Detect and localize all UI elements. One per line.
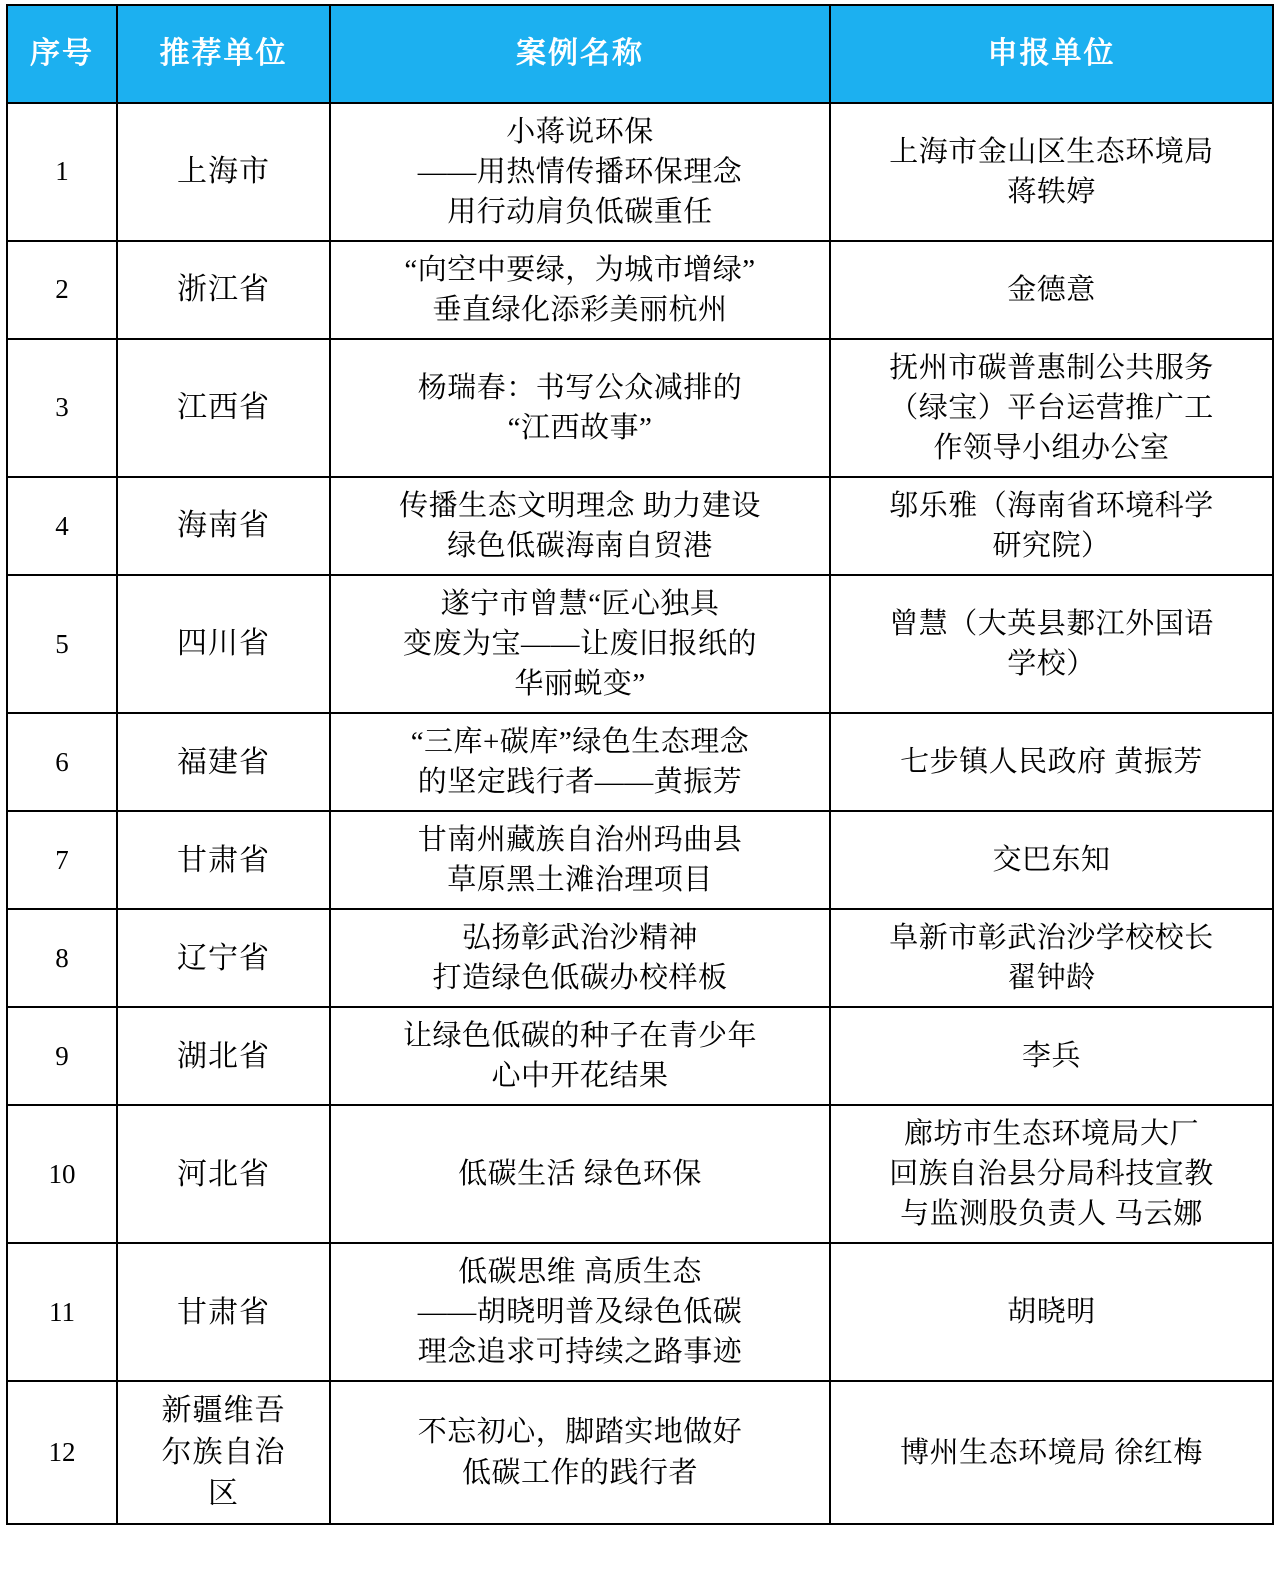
cell-recommender: 湖北省	[117, 1007, 330, 1105]
cell-applicant	[830, 103, 1273, 241]
table-row	[7, 811, 1273, 909]
cell-recommender: 江西省	[117, 339, 330, 477]
cell-recommender: 四川省	[117, 575, 330, 713]
case-name-line: 打造绿色低碳办校样板	[432, 962, 728, 995]
case-name-line: 低碳思维 高质生态	[458, 1256, 702, 1289]
case-name-line: 遂宁市曾慧“匠心独具	[440, 588, 720, 621]
cell-applicant	[830, 909, 1273, 1007]
cell-no: 6	[7, 713, 117, 811]
table-row	[7, 575, 1273, 713]
cell-no: 7	[7, 811, 117, 909]
case-name-line: 甘南州藏族自治州玛曲县	[417, 824, 743, 857]
case-name-line: 弘扬彰武治沙精神	[461, 922, 698, 955]
cell-applicant	[830, 575, 1273, 713]
case-name-line: 的坚定践行者——黄振芳	[417, 766, 743, 799]
case-table	[6, 4, 1274, 1525]
case-name-line: 杨瑞春：书写公众减排的	[417, 372, 743, 405]
cell-applicant	[830, 811, 1273, 909]
cell-applicant	[830, 1243, 1273, 1381]
applicant-line: 作领导小组办公室	[933, 432, 1170, 465]
cell-no: 8	[7, 909, 117, 1007]
case-name-line: “向空中要绿，为城市增绿”	[404, 254, 756, 287]
recommender-line: 区	[208, 1477, 239, 1511]
cell-case-name	[330, 1007, 830, 1105]
applicant-line: 邬乐雅（海南省环境科学	[889, 490, 1214, 523]
applicant-line: 上海市金山区生态环境局	[889, 136, 1214, 168]
column-header-case-name: 案例名称	[330, 5, 830, 103]
case-name-line: ——用热情传播环保理念	[417, 156, 743, 189]
applicant-line: 曾慧（大英县郪江外国语	[889, 608, 1214, 641]
applicant-line: 抚州市碳普惠制公共服务	[889, 352, 1214, 385]
table-body	[7, 103, 1273, 1524]
cell-recommender: 浙江省	[117, 241, 330, 339]
table-row	[7, 1381, 1273, 1523]
applicant-line: 廊坊市生态环境局大厂	[903, 1118, 1199, 1151]
cell-no: 1	[7, 103, 117, 241]
case-name-line: 低碳工作的践行者	[461, 1456, 698, 1489]
cell-no: 9	[7, 1007, 117, 1105]
case-name-line: 让绿色低碳的种子在青少年	[402, 1020, 757, 1053]
case-name-line: 心中开花结果	[491, 1060, 669, 1093]
applicant-line: 交巴东知	[992, 844, 1111, 877]
applicant-line: 金德意	[1007, 274, 1096, 307]
cell-recommender: 辽宁省	[117, 909, 330, 1007]
applicant-line: 博州生态环境局 徐红梅	[900, 1436, 1203, 1469]
applicant-line: （绿宝）平台运营推广工	[889, 392, 1214, 425]
cell-case-name	[330, 1243, 830, 1381]
case-name-line: 草原黑土滩治理项目	[447, 864, 713, 897]
applicant-line: 七步镇人民政府 黄振芳	[900, 746, 1203, 779]
cell-recommender	[117, 1381, 330, 1523]
case-name-line: 不忘初心，脚踏实地做好	[417, 1416, 743, 1449]
case-name-line: 理念追求可持续之路事迹	[417, 1336, 743, 1369]
applicant-line: 与监测股负责人 马云娜	[900, 1198, 1203, 1231]
case-name-line: 小蒋说环保	[506, 116, 654, 148]
cell-applicant	[830, 339, 1273, 477]
cell-no: 5	[7, 575, 117, 713]
cell-recommender: 福建省	[117, 713, 330, 811]
column-header-recommender: 推荐单位	[117, 5, 330, 103]
table-row	[7, 339, 1273, 477]
applicant-line: 阜新市彰武治沙学校校长	[889, 922, 1214, 955]
applicant-line: 回族自治县分局科技宣教	[889, 1158, 1214, 1191]
cell-recommender: 河北省	[117, 1105, 330, 1243]
cell-case-name	[330, 339, 830, 477]
cell-recommender: 甘肃省	[117, 1243, 330, 1381]
case-name-line: 传播生态文明理念 助力建设	[399, 490, 761, 523]
table-row	[7, 103, 1273, 241]
recommender-line: 新疆维吾	[161, 1394, 286, 1428]
column-header-applicant: 申报单位	[830, 5, 1273, 103]
cell-recommender: 海南省	[117, 477, 330, 575]
document-page	[0, 4, 1280, 1585]
case-name-line: 变废为宝——让废旧报纸的	[402, 628, 757, 661]
table-row	[7, 1105, 1273, 1243]
table-row	[7, 909, 1273, 1007]
cell-no: 11	[7, 1243, 117, 1381]
applicant-line: 翟钟龄	[1007, 962, 1096, 995]
table-row	[7, 713, 1273, 811]
applicant-line: 李兵	[1021, 1040, 1081, 1073]
table-row	[7, 477, 1273, 575]
cell-no: 2	[7, 241, 117, 339]
table-row	[7, 241, 1273, 339]
cell-case-name	[330, 241, 830, 339]
case-name-line: ——胡晓明普及绿色低碳	[417, 1296, 743, 1329]
table-row	[7, 1007, 1273, 1105]
cell-case-name	[330, 713, 830, 811]
table-header	[7, 5, 1273, 103]
cell-case-name	[330, 575, 830, 713]
table-header-row	[7, 5, 1273, 103]
cell-no: 10	[7, 1105, 117, 1243]
cell-recommender: 甘肃省	[117, 811, 330, 909]
case-name-line: 垂直绿化添彩美丽杭州	[432, 294, 728, 327]
cell-applicant	[830, 1007, 1273, 1105]
cell-recommender: 上海市	[117, 103, 330, 241]
cell-case-name	[330, 477, 830, 575]
cell-applicant	[830, 713, 1273, 811]
cell-case-name	[330, 909, 830, 1007]
case-name-line: “三库+碳库”绿色生态理念	[410, 726, 750, 759]
cell-case-name	[330, 103, 830, 241]
case-name-line: “江西故事”	[507, 412, 653, 445]
applicant-line: 研究院）	[992, 530, 1111, 563]
applicant-line: 学校）	[1007, 648, 1096, 681]
case-name-line: 华丽蜕变”	[514, 668, 646, 701]
cell-applicant	[830, 241, 1273, 339]
applicant-line: 胡晓明	[1007, 1296, 1096, 1329]
case-name-line: 用行动肩负低碳重任	[447, 196, 713, 229]
cell-applicant	[830, 1381, 1273, 1523]
recommender-line: 尔族自治	[161, 1435, 286, 1469]
case-name-line: 绿色低碳海南自贸港	[447, 530, 713, 563]
cell-no: 3	[7, 339, 117, 477]
cell-applicant	[830, 1105, 1273, 1243]
column-header-no: 序号	[7, 5, 117, 103]
cell-case-name	[330, 1105, 830, 1243]
cell-no: 12	[7, 1381, 117, 1523]
cell-no: 4	[7, 477, 117, 575]
cell-case-name	[330, 1381, 830, 1523]
cell-applicant	[830, 477, 1273, 575]
case-name-line: 低碳生活 绿色环保	[458, 1158, 702, 1191]
cell-case-name	[330, 811, 830, 909]
table-row	[7, 1243, 1273, 1381]
applicant-line: 蒋轶婷	[1007, 176, 1096, 209]
